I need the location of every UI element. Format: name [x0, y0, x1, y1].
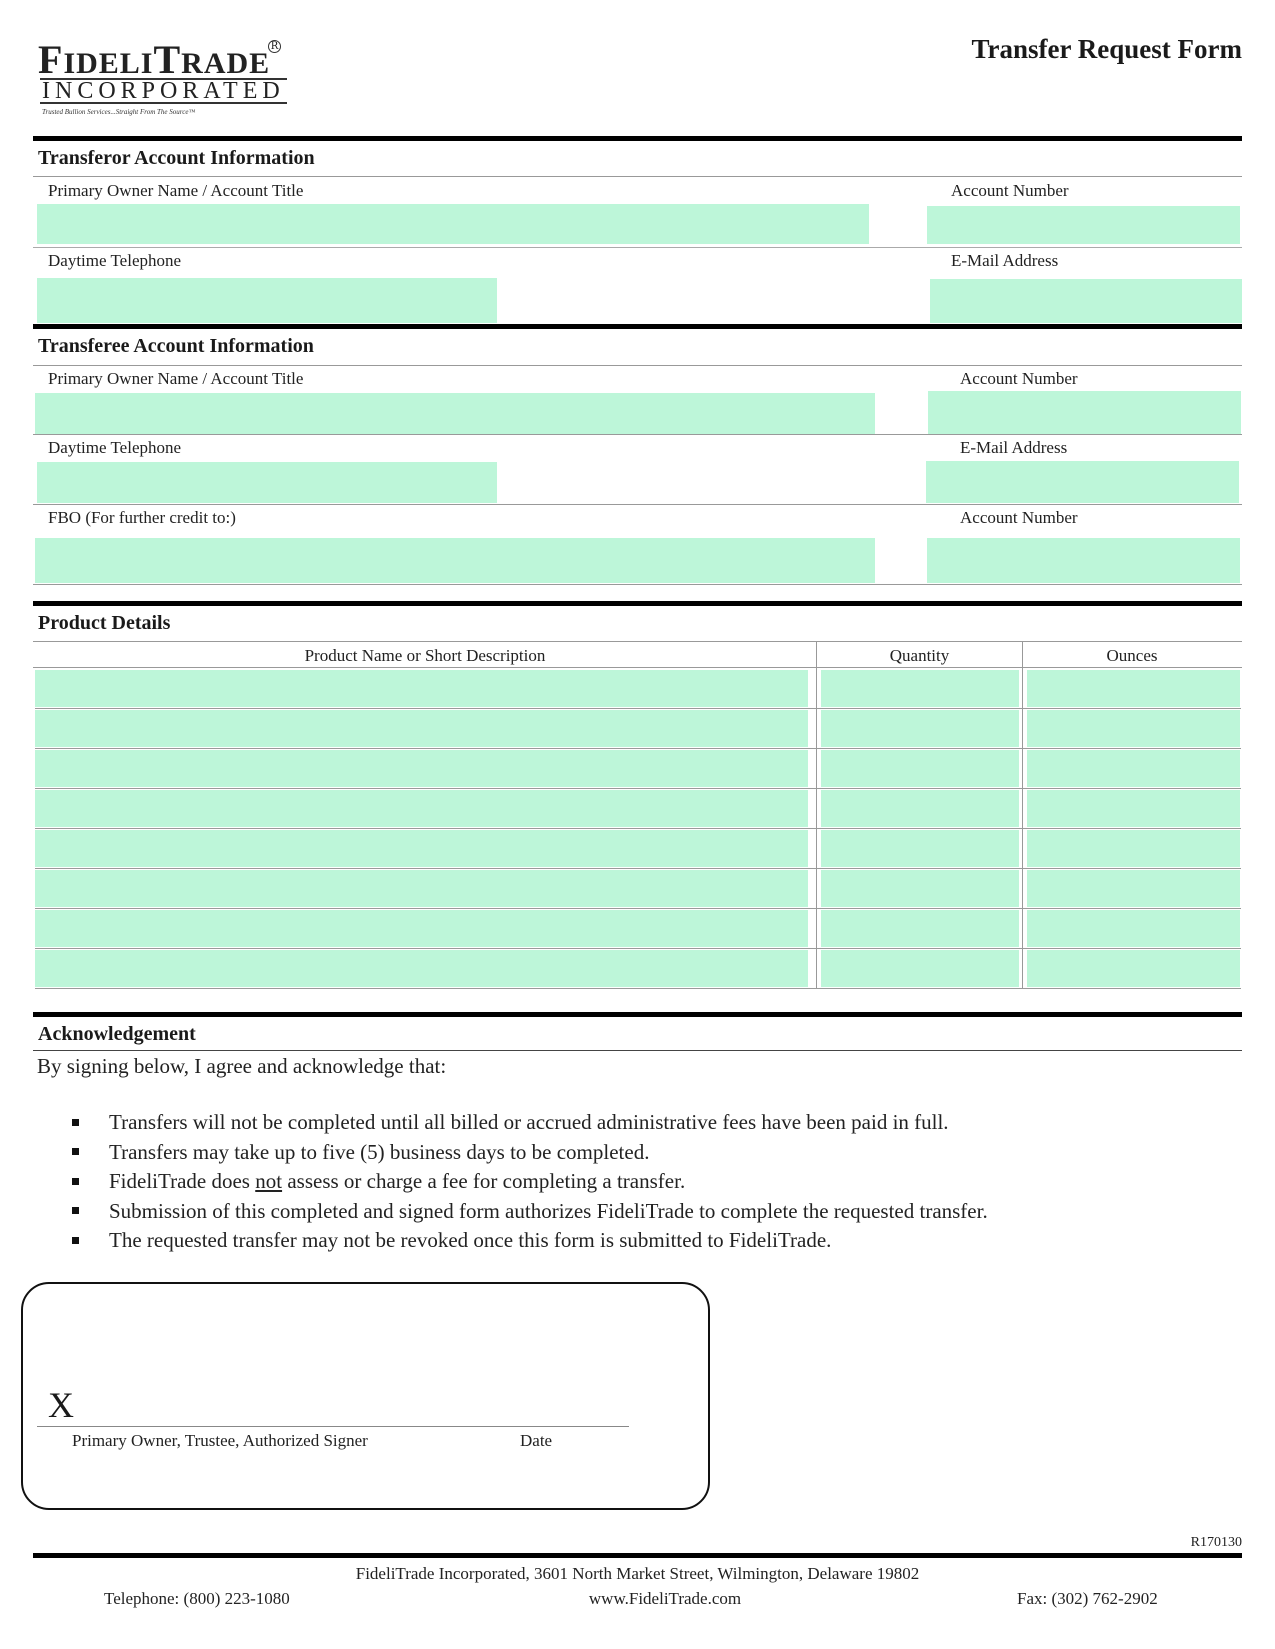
list-item: FideliTrade does not assess or charge a fee for completing a transfer.: [72, 1167, 988, 1197]
bullet-square-icon: [72, 1119, 79, 1126]
section-divider: [33, 136, 1242, 141]
transferee-email-label: E-Mail Address: [960, 438, 1068, 457]
fbo-input[interactable]: [35, 538, 875, 583]
column-divider: [1022, 641, 1023, 988]
transferee-owner-label: Primary Owner Name / Account Title: [48, 369, 304, 388]
revision-code: R170130: [1190, 1535, 1242, 1550]
transferor-section-title: Transferor Account Information: [38, 147, 315, 169]
product-name-input[interactable]: [35, 790, 808, 827]
divider: [33, 176, 1242, 177]
column-divider: [816, 641, 817, 988]
row-divider: [35, 828, 1241, 829]
footer-address: FideliTrade Incorporated, 3601 North Market Street, Wilmington, Delaware 19802: [355, 1564, 920, 1583]
product-quantity-input[interactable]: [821, 750, 1019, 787]
product-quantity-input[interactable]: [821, 910, 1019, 947]
transferor-account-input[interactable]: [927, 206, 1240, 244]
transferee-phone-input[interactable]: [37, 462, 497, 503]
transferee-email-input[interactable]: [926, 461, 1239, 503]
product-ounces-input[interactable]: [1027, 830, 1240, 867]
acknowledgement-section-title: Acknowledgement: [38, 1023, 196, 1045]
logo-letter-f: F: [38, 37, 64, 82]
transferor-owner-input[interactable]: [37, 204, 869, 244]
signature-x-mark: X: [48, 1385, 74, 1425]
transferor-account-label: Account Number: [951, 181, 1069, 200]
column-header-ounces: Ounces: [1106, 646, 1158, 665]
acknowledgement-list: [72, 1108, 988, 1256]
section-divider: [33, 1012, 1242, 1017]
column-header-quantity: Quantity: [889, 646, 950, 665]
product-ounces-input[interactable]: [1027, 950, 1240, 987]
transferee-account-input[interactable]: [928, 391, 1241, 435]
transferee-owner-input[interactable]: [35, 393, 875, 435]
section-divider: [33, 601, 1242, 606]
company-logo: [38, 36, 270, 83]
product-name-input[interactable]: [35, 830, 808, 867]
product-quantity-input[interactable]: [821, 710, 1019, 747]
signature-line: [37, 1426, 629, 1427]
bullet-square-icon: [72, 1148, 79, 1155]
logo-letter-t: T: [153, 37, 182, 82]
product-name-input[interactable]: [35, 710, 808, 747]
product-ounces-input[interactable]: [1027, 790, 1240, 827]
product-ounces-input[interactable]: [1027, 910, 1240, 947]
transferee-account-label: Account Number: [960, 369, 1078, 388]
row-divider: [35, 788, 1241, 789]
bullet-square-icon: [72, 1207, 79, 1214]
logo-subtitle: INCORPORATED: [42, 78, 285, 104]
product-ounces-input[interactable]: [1027, 870, 1240, 907]
product-section-title: Product Details: [38, 612, 171, 634]
footer-divider: [33, 1553, 1242, 1558]
fbo-account-input[interactable]: [927, 538, 1240, 583]
transferor-phone-input[interactable]: [37, 278, 497, 323]
divider: [33, 667, 1242, 668]
transferor-phone-label: Daytime Telephone: [48, 251, 182, 270]
transferor-owner-label: Primary Owner Name / Account Title: [48, 181, 304, 200]
fbo-account-label: Account Number: [960, 508, 1078, 527]
acknowledgement-intro: By signing below, I agree and acknowledge that:: [37, 1054, 447, 1078]
product-name-input[interactable]: [35, 670, 808, 707]
column-header-product: Product Name or Short Description: [304, 646, 546, 665]
section-divider: [33, 324, 1242, 329]
divider: [33, 1050, 1242, 1051]
product-quantity-input[interactable]: [821, 670, 1019, 707]
product-quantity-input[interactable]: [821, 790, 1019, 827]
logo-tagline: Trusted Bullion Services...Straight From The Source™: [42, 108, 196, 116]
product-ounces-input[interactable]: [1027, 750, 1240, 787]
transferee-phone-label: Daytime Telephone: [48, 438, 182, 457]
page-title: Transfer Request Form: [971, 34, 1242, 64]
transferor-email-label: E-Mail Address: [951, 251, 1059, 270]
bullet-square-icon: [72, 1178, 79, 1185]
signature-box[interactable]: [21, 1282, 710, 1510]
bullet-square-icon: [72, 1237, 79, 1244]
product-ounces-input[interactable]: [1027, 670, 1240, 707]
transferor-email-input[interactable]: [930, 279, 1242, 323]
row-divider: [35, 868, 1241, 869]
list-item: The requested transfer may not be revoked once this form is submitted to FideliTrade.: [72, 1226, 988, 1256]
product-quantity-input[interactable]: [821, 950, 1019, 987]
logo-letters-ideli: IDELI: [63, 47, 154, 80]
product-ounces-input[interactable]: [1027, 710, 1240, 747]
row-divider: [35, 708, 1241, 709]
fbo-label: FBO (For further credit to:): [48, 508, 236, 527]
footer-fax: Fax: (302) 762-2902: [1017, 1589, 1158, 1608]
list-item: Transfers may take up to five (5) business days to be completed.: [72, 1138, 988, 1168]
divider: [33, 641, 1242, 642]
product-name-input[interactable]: [35, 870, 808, 907]
row-divider: [35, 948, 1241, 949]
product-name-input[interactable]: [35, 910, 808, 947]
date-label: Date: [520, 1431, 553, 1450]
transferee-section-title: Transferee Account Information: [38, 335, 314, 357]
footer-website: www.FideliTrade.com: [588, 1589, 742, 1608]
registered-mark-icon: R: [268, 40, 281, 53]
list-item: Transfers will not be completed until all billed or accrued administrative fees have been paid in full.: [72, 1108, 988, 1138]
divider: [33, 584, 1242, 585]
row-divider: [35, 988, 1241, 989]
row-divider: [35, 748, 1241, 749]
footer-telephone: Telephone: (800) 223-1080: [104, 1589, 290, 1608]
list-item: Submission of this completed and signed form authorizes FideliTrade to complete the requested transfer.: [72, 1197, 988, 1227]
product-name-input[interactable]: [35, 750, 808, 787]
logo-letters-rade: RADE: [181, 47, 271, 80]
row-divider: [35, 908, 1241, 909]
product-quantity-input[interactable]: [821, 870, 1019, 907]
divider: [33, 247, 1242, 248]
divider: [33, 504, 1242, 505]
signer-label: Primary Owner, Trustee, Authorized Signer: [72, 1431, 368, 1450]
divider: [33, 365, 1242, 366]
divider: [33, 434, 1242, 435]
product-quantity-input[interactable]: [821, 830, 1019, 867]
product-name-input[interactable]: [35, 950, 808, 987]
